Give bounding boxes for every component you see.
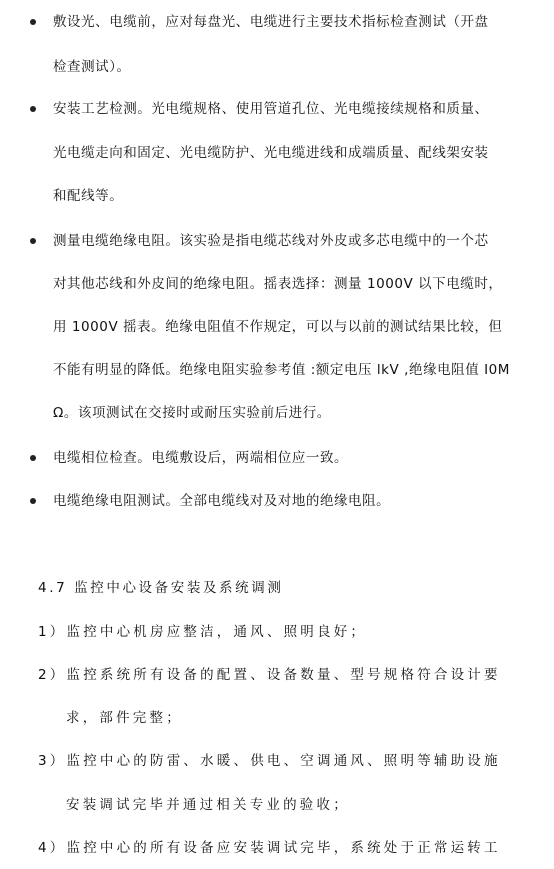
bullet-dot-icon xyxy=(30,19,36,25)
list-item: 2）监控系统所有设备的配置、设备数量、型号规格符合设计要 xyxy=(38,667,501,683)
paragraph-line: 敷设光、电缆前，应对每盘光、电缆进行主要技术指标检查测试（开盘 xyxy=(53,14,489,30)
paragraph-line: 和配线等。 xyxy=(53,188,124,204)
paragraph-line: 不能有明显的降低。绝缘电阻实验参考值 :额定电压 lkV ,绝缘电阻值 I0M xyxy=(53,362,510,378)
list-item-continuation: 求，部件完整； xyxy=(66,710,183,726)
paragraph-line: 安装工艺检测。光电缆规格、使用管道孔位、光电缆接续规格和质量、 xyxy=(53,101,489,117)
paragraph-line: 光电缆走向和固定、光电缆防护、光电缆进线和成端质量、配线架安装 xyxy=(53,145,489,161)
list-item: 1）监控中心机房应整洁，通风、照明良好； xyxy=(38,624,368,640)
list-item-continuation: 安装调试完毕并通过相关专业的验收； xyxy=(66,797,350,813)
section-heading: 4.7 监控中心设备安装及系统调测 xyxy=(38,580,284,596)
paragraph-line: 电缆相位检查。电缆敷设后，两端相位应一致。 xyxy=(53,450,349,466)
paragraph-line: 检查测试）。 xyxy=(53,59,131,75)
bullet-dot-icon xyxy=(30,455,36,461)
paragraph-line: 测量电缆绝缘电阻。该实验是指电缆芯线对外皮或多芯电缆中的一个芯 xyxy=(53,233,489,249)
list-item: 3）监控中心的防雷、水暖、供电、空调通风、照明等辅助设施 xyxy=(38,753,501,769)
paragraph-line: 电缆绝缘电阻测试。全部电缆线对及对地的绝缘电阻。 xyxy=(53,493,391,509)
list-item: 4）监控中心的所有设备应安装调试完毕，系统处于正常运转工 xyxy=(38,840,501,856)
paragraph-line: 用 1000V 摇表。绝缘电阻值不作规定，可以与以前的测试结果比较，但 xyxy=(53,319,503,335)
paragraph-line: 对其他芯线和外皮间的绝缘电阻。摇表选择：测量 1000V 以下电缆时， xyxy=(53,276,503,292)
bullet-dot-icon xyxy=(30,238,36,244)
paragraph-line: Ω。该项测试在交接时或耐压实验前后进行。 xyxy=(53,405,331,421)
bullet-dot-icon xyxy=(30,106,36,112)
bullet-dot-icon xyxy=(30,498,36,504)
